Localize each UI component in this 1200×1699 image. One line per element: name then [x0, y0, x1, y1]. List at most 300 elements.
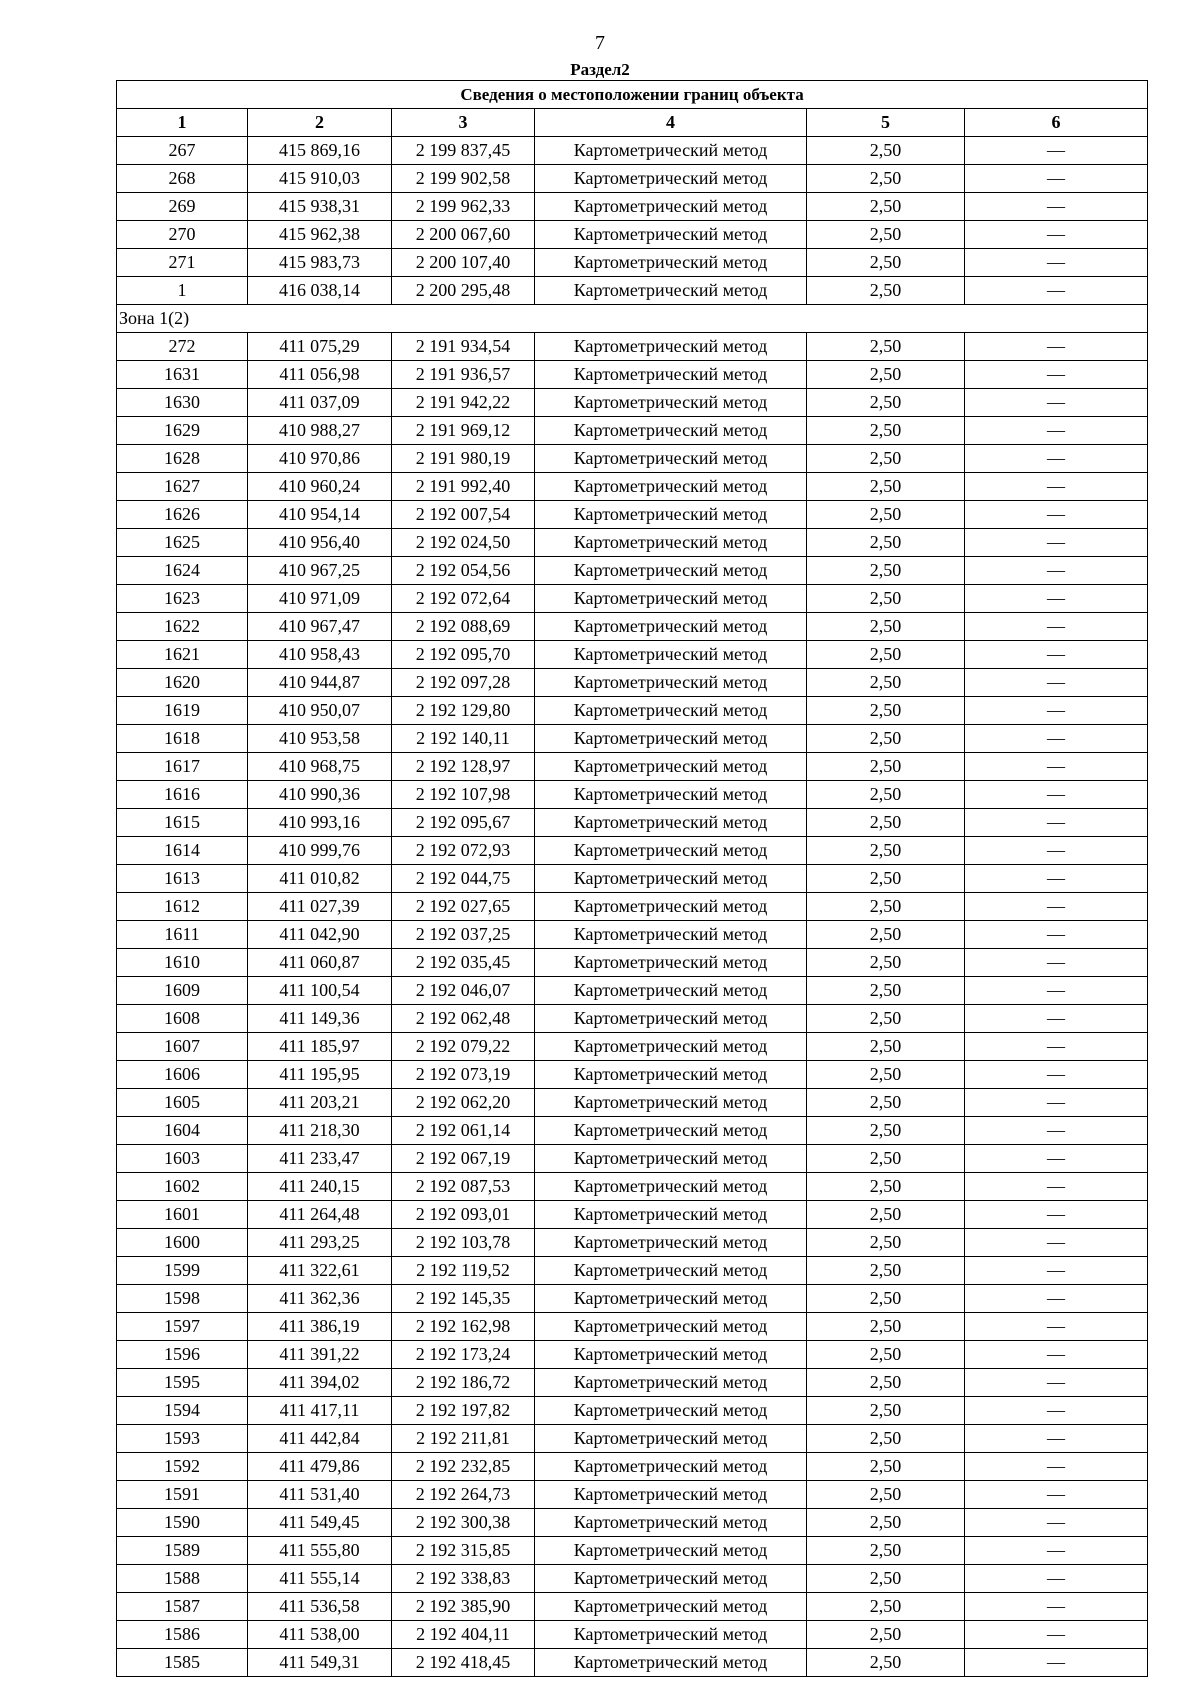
x-coordinate-cell: 415 869,16: [248, 137, 392, 165]
accuracy-cell: 2,50: [807, 221, 965, 249]
x-coordinate-cell: 411 037,09: [248, 389, 392, 417]
description-cell: —: [965, 1173, 1148, 1201]
point-number-cell: 1604: [117, 1117, 248, 1145]
description-cell: —: [965, 1369, 1148, 1397]
method-cell: Картометрический метод: [535, 445, 807, 473]
x-coordinate-cell: 411 075,29: [248, 333, 392, 361]
table-row: [117, 893, 1148, 921]
point-number-cell: 1610: [117, 949, 248, 977]
description-cell: —: [965, 669, 1148, 697]
y-coordinate-cell: 2 192 062,48: [392, 1005, 535, 1033]
table-row: [117, 417, 1148, 445]
table-row: [117, 753, 1148, 781]
method-cell: Картометрический метод: [535, 865, 807, 893]
description-cell: —: [965, 1649, 1148, 1677]
accuracy-cell: 2,50: [807, 1145, 965, 1173]
table-row: [117, 501, 1148, 529]
y-coordinate-cell: 2 191 992,40: [392, 473, 535, 501]
method-cell: Картометрический метод: [535, 389, 807, 417]
point-number-cell: 1631: [117, 361, 248, 389]
accuracy-cell: 2,50: [807, 193, 965, 221]
accuracy-cell: 2,50: [807, 137, 965, 165]
y-coordinate-cell: 2 192 145,35: [392, 1285, 535, 1313]
point-number-cell: 1594: [117, 1397, 248, 1425]
accuracy-cell: 2,50: [807, 949, 965, 977]
column-header: 2: [248, 109, 392, 137]
x-coordinate-cell: 411 362,36: [248, 1285, 392, 1313]
table-row: [117, 165, 1148, 193]
table-row: [117, 1341, 1148, 1369]
x-coordinate-cell: 411 056,98: [248, 361, 392, 389]
x-coordinate-cell: 416 038,14: [248, 277, 392, 305]
table-row: [117, 529, 1148, 557]
accuracy-cell: 2,50: [807, 697, 965, 725]
y-coordinate-cell: 2 192 037,25: [392, 921, 535, 949]
column-header: 6: [965, 109, 1148, 137]
method-cell: Картометрический метод: [535, 417, 807, 445]
point-number-cell: 1628: [117, 445, 248, 473]
table-row: [117, 1397, 1148, 1425]
method-cell: Картометрический метод: [535, 921, 807, 949]
description-cell: —: [965, 137, 1148, 165]
x-coordinate-cell: 410 956,40: [248, 529, 392, 557]
description-cell: —: [965, 389, 1148, 417]
y-coordinate-cell: 2 192 079,22: [392, 1033, 535, 1061]
method-cell: Картометрический метод: [535, 1061, 807, 1089]
table-row: [117, 361, 1148, 389]
y-coordinate-cell: 2 192 035,45: [392, 949, 535, 977]
accuracy-cell: 2,50: [807, 1089, 965, 1117]
description-cell: —: [965, 921, 1148, 949]
y-coordinate-cell: 2 192 072,93: [392, 837, 535, 865]
point-number-cell: 1618: [117, 725, 248, 753]
method-cell: Картометрический метод: [535, 949, 807, 977]
y-coordinate-cell: 2 199 902,58: [392, 165, 535, 193]
point-number-cell: 1: [117, 277, 248, 305]
table-row: [117, 1285, 1148, 1313]
table-row: [117, 1313, 1148, 1341]
column-header: 5: [807, 109, 965, 137]
method-cell: Картометрический метод: [535, 249, 807, 277]
accuracy-cell: 2,50: [807, 473, 965, 501]
table-row: [117, 669, 1148, 697]
table-row: [117, 137, 1148, 165]
point-number-cell: 1605: [117, 1089, 248, 1117]
y-coordinate-cell: 2 192 232,85: [392, 1453, 535, 1481]
y-coordinate-cell: 2 192 097,28: [392, 669, 535, 697]
method-cell: Картометрический метод: [535, 1397, 807, 1425]
table-row: [117, 781, 1148, 809]
x-coordinate-cell: 411 549,45: [248, 1509, 392, 1537]
description-cell: —: [965, 893, 1148, 921]
x-coordinate-cell: 411 479,86: [248, 1453, 392, 1481]
table-row: [117, 641, 1148, 669]
table-row: [117, 725, 1148, 753]
method-cell: Картометрический метод: [535, 1313, 807, 1341]
point-number-cell: 1606: [117, 1061, 248, 1089]
accuracy-cell: 2,50: [807, 1173, 965, 1201]
point-number-cell: 1601: [117, 1201, 248, 1229]
point-number-cell: 1616: [117, 781, 248, 809]
x-coordinate-cell: 411 195,95: [248, 1061, 392, 1089]
table-row: [117, 193, 1148, 221]
method-cell: Картометрический метод: [535, 557, 807, 585]
accuracy-cell: 2,50: [807, 529, 965, 557]
description-cell: —: [965, 1005, 1148, 1033]
x-coordinate-cell: 411 264,48: [248, 1201, 392, 1229]
description-cell: —: [965, 753, 1148, 781]
table-row: [117, 389, 1148, 417]
description-cell: —: [965, 781, 1148, 809]
description-cell: —: [965, 1593, 1148, 1621]
x-coordinate-cell: 410 971,09: [248, 585, 392, 613]
point-number-cell: 1599: [117, 1257, 248, 1285]
y-coordinate-cell: 2 192 062,20: [392, 1089, 535, 1117]
x-coordinate-cell: 411 417,11: [248, 1397, 392, 1425]
y-coordinate-cell: 2 192 404,11: [392, 1621, 535, 1649]
method-cell: Картометрический метод: [535, 837, 807, 865]
x-coordinate-cell: 415 910,03: [248, 165, 392, 193]
table-row: [117, 333, 1148, 361]
accuracy-cell: 2,50: [807, 837, 965, 865]
x-coordinate-cell: 415 938,31: [248, 193, 392, 221]
y-coordinate-cell: 2 192 093,01: [392, 1201, 535, 1229]
table-row: [117, 949, 1148, 977]
y-coordinate-cell: 2 192 162,98: [392, 1313, 535, 1341]
point-number-cell: 1615: [117, 809, 248, 837]
x-coordinate-cell: 411 240,15: [248, 1173, 392, 1201]
method-cell: Картометрический метод: [535, 725, 807, 753]
x-coordinate-cell: 410 967,25: [248, 557, 392, 585]
method-cell: Картометрический метод: [535, 1117, 807, 1145]
x-coordinate-cell: 411 149,36: [248, 1005, 392, 1033]
x-coordinate-cell: 411 010,82: [248, 865, 392, 893]
y-coordinate-cell: 2 192 088,69: [392, 613, 535, 641]
point-number-cell: 1608: [117, 1005, 248, 1033]
description-cell: —: [965, 1565, 1148, 1593]
accuracy-cell: 2,50: [807, 1117, 965, 1145]
description-cell: —: [965, 1061, 1148, 1089]
x-coordinate-cell: 415 962,38: [248, 221, 392, 249]
accuracy-cell: 2,50: [807, 557, 965, 585]
y-coordinate-cell: 2 192 197,82: [392, 1397, 535, 1425]
description-cell: —: [965, 1145, 1148, 1173]
accuracy-cell: 2,50: [807, 1621, 965, 1649]
y-coordinate-cell: 2 192 087,53: [392, 1173, 535, 1201]
method-cell: Картометрический метод: [535, 1005, 807, 1033]
method-cell: Картометрический метод: [535, 193, 807, 221]
x-coordinate-cell: 411 394,02: [248, 1369, 392, 1397]
y-coordinate-cell: 2 192 054,56: [392, 557, 535, 585]
y-coordinate-cell: 2 192 385,90: [392, 1593, 535, 1621]
description-cell: —: [965, 529, 1148, 557]
x-coordinate-cell: 411 536,58: [248, 1593, 392, 1621]
accuracy-cell: 2,50: [807, 1229, 965, 1257]
method-cell: Картометрический метод: [535, 641, 807, 669]
method-cell: Картометрический метод: [535, 1145, 807, 1173]
method-cell: Картометрический метод: [535, 529, 807, 557]
table-row: [117, 1649, 1148, 1677]
description-cell: —: [965, 1089, 1148, 1117]
accuracy-cell: 2,50: [807, 1033, 965, 1061]
accuracy-cell: 2,50: [807, 1341, 965, 1369]
point-number-cell: 1602: [117, 1173, 248, 1201]
y-coordinate-cell: 2 192 211,81: [392, 1425, 535, 1453]
point-number-cell: 1622: [117, 613, 248, 641]
zone-label: Зона 1(2): [117, 305, 1148, 333]
y-coordinate-cell: 2 192 027,65: [392, 893, 535, 921]
point-number-cell: 1596: [117, 1341, 248, 1369]
zone-row: [117, 305, 1148, 333]
x-coordinate-cell: 411 293,25: [248, 1229, 392, 1257]
accuracy-cell: 2,50: [807, 1481, 965, 1509]
description-cell: —: [965, 1313, 1148, 1341]
y-coordinate-cell: 2 192 129,80: [392, 697, 535, 725]
y-coordinate-cell: 2 192 107,98: [392, 781, 535, 809]
section-title: Раздел2: [570, 60, 630, 79]
description-cell: —: [965, 613, 1148, 641]
method-cell: Картометрический метод: [535, 1369, 807, 1397]
method-cell: Картометрический метод: [535, 137, 807, 165]
accuracy-cell: 2,50: [807, 1369, 965, 1397]
description-cell: —: [965, 557, 1148, 585]
description-cell: —: [965, 473, 1148, 501]
table-row: [117, 921, 1148, 949]
accuracy-cell: 2,50: [807, 809, 965, 837]
description-cell: —: [965, 641, 1148, 669]
x-coordinate-cell: 411 555,80: [248, 1537, 392, 1565]
table-row: [117, 557, 1148, 585]
x-coordinate-cell: 411 555,14: [248, 1565, 392, 1593]
point-number-cell: 1614: [117, 837, 248, 865]
table-body: [117, 137, 1148, 1677]
y-coordinate-cell: 2 192 007,54: [392, 501, 535, 529]
description-cell: —: [965, 417, 1148, 445]
accuracy-cell: 2,50: [807, 781, 965, 809]
table-caption-row: [117, 81, 1148, 109]
y-coordinate-cell: 2 192 264,73: [392, 1481, 535, 1509]
description-cell: —: [965, 445, 1148, 473]
y-coordinate-cell: 2 191 942,22: [392, 389, 535, 417]
x-coordinate-cell: 411 100,54: [248, 977, 392, 1005]
description-cell: —: [965, 1425, 1148, 1453]
accuracy-cell: 2,50: [807, 585, 965, 613]
method-cell: Картометрический метод: [535, 781, 807, 809]
accuracy-cell: 2,50: [807, 389, 965, 417]
description-cell: —: [965, 949, 1148, 977]
description-cell: —: [965, 865, 1148, 893]
y-coordinate-cell: 2 192 044,75: [392, 865, 535, 893]
accuracy-cell: 2,50: [807, 1425, 965, 1453]
x-coordinate-cell: 411 042,90: [248, 921, 392, 949]
accuracy-cell: 2,50: [807, 1397, 965, 1425]
x-coordinate-cell: 411 233,47: [248, 1145, 392, 1173]
x-coordinate-cell: 410 958,43: [248, 641, 392, 669]
accuracy-cell: 2,50: [807, 613, 965, 641]
accuracy-cell: 2,50: [807, 893, 965, 921]
method-cell: Картометрический метод: [535, 1089, 807, 1117]
x-coordinate-cell: 411 391,22: [248, 1341, 392, 1369]
table-row: [117, 1201, 1148, 1229]
description-cell: —: [965, 1201, 1148, 1229]
y-coordinate-cell: 2 191 936,57: [392, 361, 535, 389]
method-cell: Картометрический метод: [535, 669, 807, 697]
y-coordinate-cell: 2 192 103,78: [392, 1229, 535, 1257]
method-cell: Картометрический метод: [535, 1229, 807, 1257]
accuracy-cell: 2,50: [807, 1649, 965, 1677]
x-coordinate-cell: 410 970,86: [248, 445, 392, 473]
method-cell: Картометрический метод: [535, 1285, 807, 1313]
description-cell: —: [965, 977, 1148, 1005]
method-cell: Картометрический метод: [535, 165, 807, 193]
x-coordinate-cell: 410 993,16: [248, 809, 392, 837]
method-cell: Картометрический метод: [535, 501, 807, 529]
table-row: [117, 249, 1148, 277]
column-header: 1: [117, 109, 248, 137]
table-row: [117, 1117, 1148, 1145]
description-cell: —: [965, 193, 1148, 221]
x-coordinate-cell: 411 060,87: [248, 949, 392, 977]
table-row: [117, 865, 1148, 893]
accuracy-cell: 2,50: [807, 1313, 965, 1341]
table-row: [117, 1593, 1148, 1621]
accuracy-cell: 2,50: [807, 249, 965, 277]
accuracy-cell: 2,50: [807, 1453, 965, 1481]
method-cell: Картометрический метод: [535, 1593, 807, 1621]
x-coordinate-cell: 411 185,97: [248, 1033, 392, 1061]
point-number-cell: 1627: [117, 473, 248, 501]
method-cell: Картометрический метод: [535, 1453, 807, 1481]
x-coordinate-cell: 410 954,14: [248, 501, 392, 529]
point-number-cell: 1593: [117, 1425, 248, 1453]
method-cell: Картометрический метод: [535, 333, 807, 361]
table-row: [117, 1509, 1148, 1537]
y-coordinate-cell: 2 199 837,45: [392, 137, 535, 165]
y-coordinate-cell: 2 200 295,48: [392, 277, 535, 305]
table-row: [117, 1621, 1148, 1649]
table-row: [117, 1005, 1148, 1033]
point-number-cell: 270: [117, 221, 248, 249]
y-coordinate-cell: 2 192 315,85: [392, 1537, 535, 1565]
method-cell: Картометрический метод: [535, 1481, 807, 1509]
method-cell: Картометрический метод: [535, 1425, 807, 1453]
point-number-cell: 1621: [117, 641, 248, 669]
method-cell: Картометрический метод: [535, 1509, 807, 1537]
table-row: [117, 1481, 1148, 1509]
accuracy-cell: 2,50: [807, 1537, 965, 1565]
description-cell: —: [965, 277, 1148, 305]
method-cell: Картометрический метод: [535, 1621, 807, 1649]
y-coordinate-cell: 2 192 119,52: [392, 1257, 535, 1285]
method-cell: Картометрический метод: [535, 1173, 807, 1201]
description-cell: —: [965, 725, 1148, 753]
accuracy-cell: 2,50: [807, 753, 965, 781]
y-coordinate-cell: 2 192 067,19: [392, 1145, 535, 1173]
method-cell: Картометрический метод: [535, 277, 807, 305]
page-number: 7: [595, 32, 605, 54]
x-coordinate-cell: 411 442,84: [248, 1425, 392, 1453]
point-number-cell: 1597: [117, 1313, 248, 1341]
description-cell: —: [965, 1453, 1148, 1481]
method-cell: Картометрический метод: [535, 1257, 807, 1285]
boundary-table: [116, 80, 1148, 1677]
x-coordinate-cell: 411 322,61: [248, 1257, 392, 1285]
description-cell: —: [965, 1621, 1148, 1649]
table-row: [117, 977, 1148, 1005]
method-cell: Картометрический метод: [535, 473, 807, 501]
point-number-cell: 1586: [117, 1621, 248, 1649]
y-coordinate-cell: 2 191 969,12: [392, 417, 535, 445]
point-number-cell: 1625: [117, 529, 248, 557]
x-coordinate-cell: 411 549,31: [248, 1649, 392, 1677]
accuracy-cell: 2,50: [807, 333, 965, 361]
x-coordinate-cell: 410 953,58: [248, 725, 392, 753]
description-cell: —: [965, 1341, 1148, 1369]
point-number-cell: 1585: [117, 1649, 248, 1677]
point-number-cell: 1588: [117, 1565, 248, 1593]
point-number-cell: 1595: [117, 1369, 248, 1397]
y-coordinate-cell: 2 192 418,45: [392, 1649, 535, 1677]
method-cell: Картометрический метод: [535, 613, 807, 641]
y-coordinate-cell: 2 192 186,72: [392, 1369, 535, 1397]
point-number-cell: 1626: [117, 501, 248, 529]
accuracy-cell: 2,50: [807, 1565, 965, 1593]
point-number-cell: 1590: [117, 1509, 248, 1537]
method-cell: Картометрический метод: [535, 753, 807, 781]
x-coordinate-cell: 410 944,87: [248, 669, 392, 697]
accuracy-cell: 2,50: [807, 1285, 965, 1313]
point-number-cell: 1629: [117, 417, 248, 445]
point-number-cell: 1613: [117, 865, 248, 893]
description-cell: —: [965, 249, 1148, 277]
y-coordinate-cell: 2 192 173,24: [392, 1341, 535, 1369]
description-cell: —: [965, 1397, 1148, 1425]
x-coordinate-cell: 410 999,76: [248, 837, 392, 865]
table-row: [117, 221, 1148, 249]
y-coordinate-cell: 2 192 024,50: [392, 529, 535, 557]
method-cell: Картометрический метод: [535, 809, 807, 837]
method-cell: Картометрический метод: [535, 1649, 807, 1677]
point-number-cell: 1609: [117, 977, 248, 1005]
description-cell: —: [965, 809, 1148, 837]
table-row: [117, 613, 1148, 641]
accuracy-cell: 2,50: [807, 1201, 965, 1229]
accuracy-cell: 2,50: [807, 417, 965, 445]
point-number-cell: 1591: [117, 1481, 248, 1509]
accuracy-cell: 2,50: [807, 361, 965, 389]
x-coordinate-cell: 410 990,36: [248, 781, 392, 809]
column-header-row: [117, 109, 1148, 137]
y-coordinate-cell: 2 191 934,54: [392, 333, 535, 361]
description-cell: —: [965, 1481, 1148, 1509]
accuracy-cell: 2,50: [807, 1061, 965, 1089]
description-cell: —: [965, 1257, 1148, 1285]
point-number-cell: 1620: [117, 669, 248, 697]
y-coordinate-cell: 2 192 073,19: [392, 1061, 535, 1089]
x-coordinate-cell: 410 960,24: [248, 473, 392, 501]
description-cell: —: [965, 1033, 1148, 1061]
point-number-cell: 267: [117, 137, 248, 165]
accuracy-cell: 2,50: [807, 977, 965, 1005]
point-number-cell: 1611: [117, 921, 248, 949]
description-cell: —: [965, 697, 1148, 725]
description-cell: —: [965, 221, 1148, 249]
y-coordinate-cell: 2 199 962,33: [392, 193, 535, 221]
y-coordinate-cell: 2 192 061,14: [392, 1117, 535, 1145]
x-coordinate-cell: 411 538,00: [248, 1621, 392, 1649]
description-cell: —: [965, 1537, 1148, 1565]
accuracy-cell: 2,50: [807, 1257, 965, 1285]
